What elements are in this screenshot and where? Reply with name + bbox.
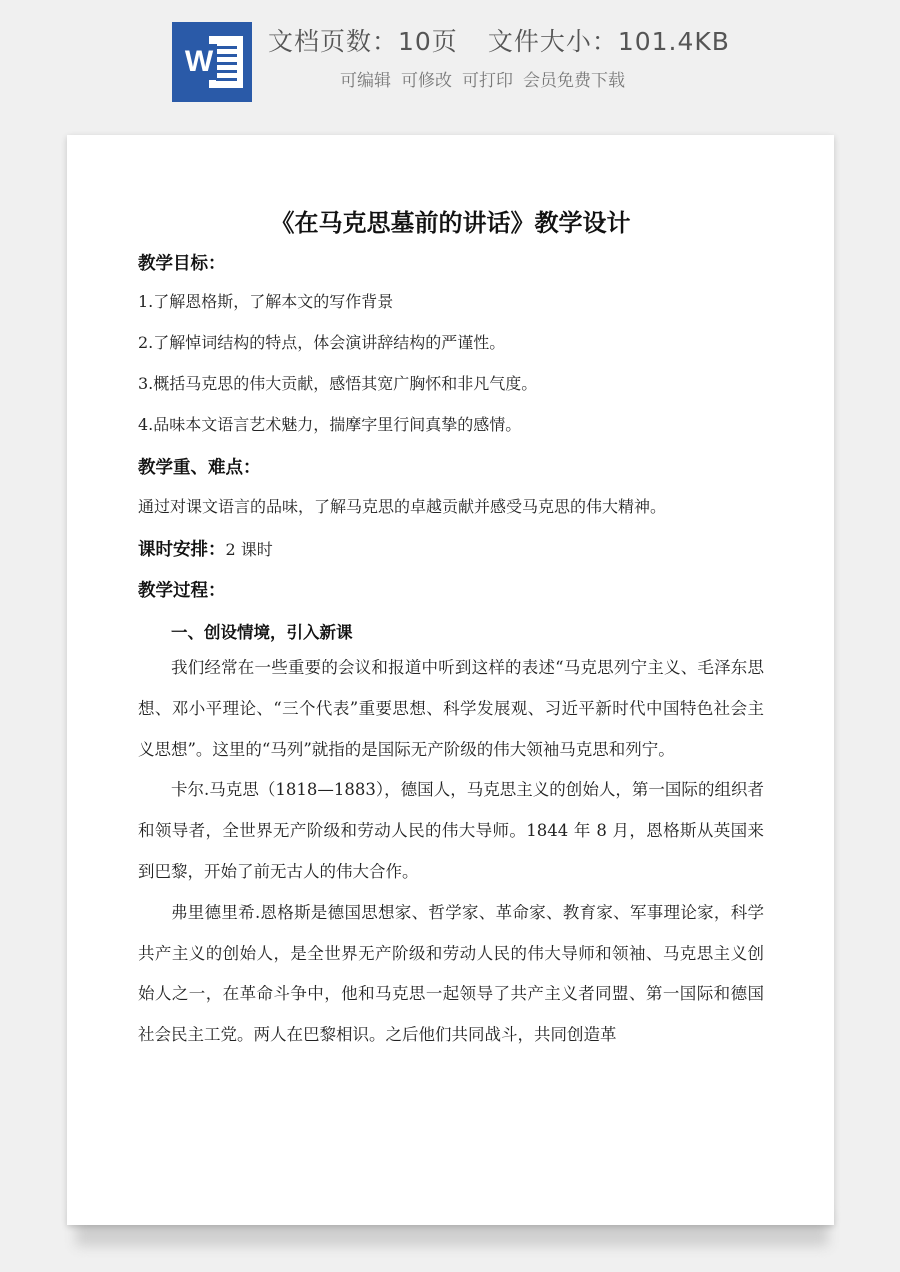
document-page bbox=[67, 135, 834, 1225]
goal-item-3: 3.概括马克思的伟大贡献，感悟其宽广胸怀和非凡气度。 bbox=[138, 374, 538, 393]
body-text bbox=[138, 648, 764, 1056]
feature-list bbox=[340, 66, 635, 91]
document-title: 《在马克思墓前的讲话》教学设计 bbox=[270, 209, 631, 237]
goal-item-4: 4.品味本文语言艺术魅力，揣摩字里行间真挚的感情。 bbox=[138, 415, 522, 434]
feature-printable: 可打印 bbox=[462, 71, 513, 91]
paragraph-engels: 弗里德里希.恩格斯是德国思想家、哲学家、革命家、教育家、军事理论家，科学共产主义的创始人，是全世界无产阶级和劳动人民的伟大导师和领袖、马克思主义创始人之一，在革命斗争中，他和马克思一起领导了共产主义者同盟、第一国际和德国社会民主工党。两人在巴黎相识。之后他们共同战斗，共同创造革 bbox=[138, 902, 764, 1045]
key-points-heading: 教学重、难点： bbox=[138, 458, 261, 478]
schedule-heading: 课时安排： bbox=[138, 540, 226, 560]
word-letter-icon: W bbox=[181, 44, 217, 80]
paragraph-marx-leninism: 我们经常在一些重要的会议和报道中听到这样的表述“马克思列宁主义、毛泽东思想、邓小平理论、“三个代表”重要思想、科学发展观、习近平新时代中国特色社会主义思想”。这里的“马列”就指的是国际无产阶级的伟大领袖马克思和列宁。 bbox=[138, 658, 764, 759]
goal-item-2: 2.了解悼词结构的特点，体会演讲辞结构的严谨性。 bbox=[138, 333, 506, 352]
page-count: 文档页数：10页 bbox=[268, 27, 458, 56]
goals-heading: 教学目标： bbox=[138, 254, 226, 274]
schedule-value: 2 课时 bbox=[225, 540, 273, 559]
word-document-icon bbox=[172, 22, 252, 102]
download-header bbox=[0, 0, 900, 120]
goal-item-1: 1.了解恩格斯，了解本文的写作背景 bbox=[138, 292, 394, 311]
section-heading-1: 一、创设情境，引入新课 bbox=[171, 623, 353, 642]
schedule-row bbox=[138, 536, 764, 561]
file-size: 文件大小：101.4KB bbox=[487, 27, 730, 56]
feature-modifiable: 可修改 bbox=[401, 71, 452, 91]
feature-free-download: 会员免费下载 bbox=[523, 71, 625, 91]
file-meta bbox=[268, 22, 730, 58]
paragraph-karl-marx: 卡尔.马克思（1818—1883），德国人，马克思主义的创始人，第一国际的组织者和领导者，全世界无产阶级和劳动人民的伟大导师。1844 年 8 月，恩格斯从英国来到巴黎，开始了前无古人的伟大合作。 bbox=[138, 780, 764, 881]
feature-editable: 可编辑 bbox=[340, 71, 391, 91]
key-points-text: 通过对课文语言的品味，了解马克思的卓越贡献并感受马克思的伟大精神。 bbox=[138, 497, 667, 516]
process-heading: 教学过程： bbox=[138, 581, 226, 601]
